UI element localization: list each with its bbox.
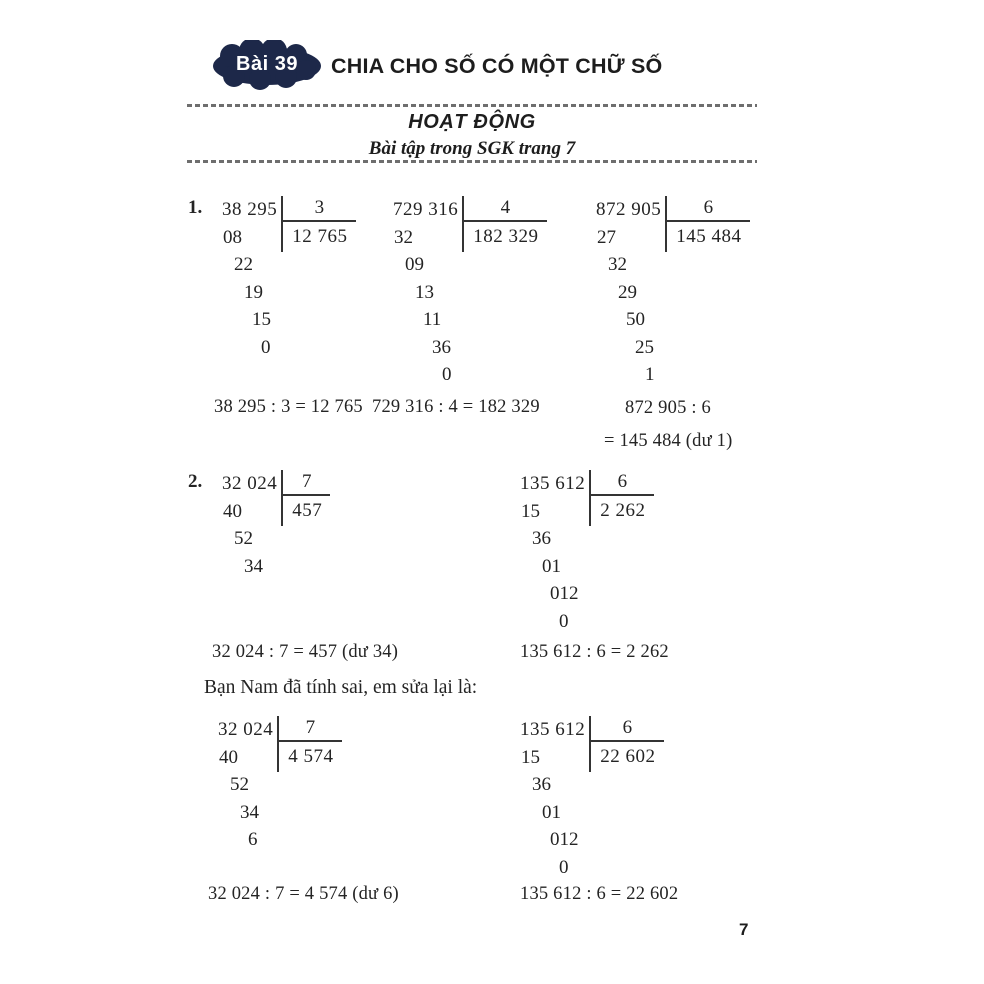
division-step: 25: [635, 336, 654, 358]
quotient: 12 765: [292, 226, 348, 247]
dividend: 135 612: [520, 719, 586, 740]
dividend: 38 295: [222, 199, 278, 220]
lesson-title: CHIA CHO SỐ CÓ MỘT CHỮ SỐ: [331, 54, 663, 78]
quotient: 457: [292, 500, 323, 521]
equation: 135 612 : 6 = 2 262: [520, 642, 669, 662]
division-step: 15: [521, 500, 540, 522]
division-step: 012: [550, 583, 579, 604]
separator-line: [187, 160, 757, 163]
division-step: 29: [618, 281, 637, 303]
dividend: 32 024: [218, 719, 274, 740]
equation: 872 905 : 6: [625, 398, 711, 418]
division-step: 32: [394, 226, 413, 248]
division-step: 34: [244, 555, 263, 577]
problem-2-number: 2.: [188, 471, 203, 492]
separator-line: [187, 104, 757, 107]
divisor: 4: [464, 196, 546, 222]
division-step: 0: [559, 610, 569, 632]
divisor: 7: [279, 716, 341, 742]
equation: 135 612 : 6 = 22 602: [520, 884, 679, 904]
division-step: 01: [542, 555, 561, 577]
dividend: 729 316: [393, 199, 459, 220]
dividend: 135 612: [520, 473, 586, 494]
division-step: 27: [597, 226, 616, 248]
division-step: 0: [442, 364, 452, 385]
divisor: 6: [591, 470, 653, 496]
equation: 32 024 : 7 = 4 574 (dư 6): [208, 884, 399, 904]
division-step: 40: [219, 746, 238, 768]
division-step: 13: [415, 281, 434, 303]
problem-1-number: 1.: [188, 197, 203, 218]
division-step: 36: [432, 336, 451, 358]
division-step: 22: [234, 254, 253, 275]
division-step: 52: [230, 774, 249, 795]
division-step: 36: [532, 528, 551, 549]
long-division-1a: [222, 196, 356, 361]
quotient: 22 602: [600, 746, 656, 767]
division-step: 15: [252, 309, 271, 330]
division-step: 15: [521, 746, 540, 768]
long-division-corrected-a: [218, 716, 342, 854]
section-subheading: Bài tập trong SGK trang 7: [368, 138, 576, 159]
quotient: 2 262: [600, 500, 646, 521]
long-division-1c: [596, 196, 750, 389]
division-step: 6: [248, 829, 258, 850]
dividend: 872 905: [596, 199, 662, 220]
equation: 729 316 : 4 = 182 329: [372, 397, 540, 417]
division-step: 0: [559, 856, 569, 878]
division-step: 11: [423, 309, 442, 330]
page-number: 7: [739, 920, 749, 939]
division-step: 34: [240, 801, 259, 823]
division-step: 08: [223, 226, 242, 248]
divisor: 3: [283, 196, 355, 222]
division-step: 40: [223, 500, 242, 522]
division-step: 1: [645, 364, 655, 385]
lesson-badge: [210, 40, 324, 90]
division-step: 0: [261, 336, 271, 358]
division-step: 01: [542, 801, 561, 823]
divisor: 6: [591, 716, 663, 742]
quotient: 182 329: [473, 226, 539, 247]
quotient: 145 484: [676, 226, 742, 247]
dividend: 32 024: [222, 473, 278, 494]
divisor: 7: [283, 470, 330, 496]
divisor: 6: [667, 196, 749, 222]
section-heading: HOẠT ĐỘNG: [408, 111, 536, 133]
long-division-2b: [520, 470, 654, 635]
division-step: 32: [608, 254, 627, 275]
equation: 38 295 : 3 = 12 765: [214, 397, 363, 417]
equation: = 145 484 (dư 1): [604, 431, 733, 451]
long-division-2a: [222, 470, 330, 580]
lesson-badge-label: Bài 39: [236, 52, 298, 75]
quotient: 4 574: [288, 746, 334, 767]
division-step: 19: [244, 281, 263, 303]
note-text: Bạn Nam đã tính sai, em sửa lại là:: [204, 677, 478, 698]
long-division-1b: [393, 196, 547, 389]
division-step: 09: [405, 254, 424, 275]
division-step: 50: [626, 309, 645, 330]
long-division-corrected-b: [520, 716, 664, 881]
division-step: 012: [550, 829, 579, 850]
equation: 32 024 : 7 = 457 (dư 34): [212, 642, 399, 662]
division-step: 52: [234, 528, 253, 549]
division-step: 36: [532, 774, 551, 795]
